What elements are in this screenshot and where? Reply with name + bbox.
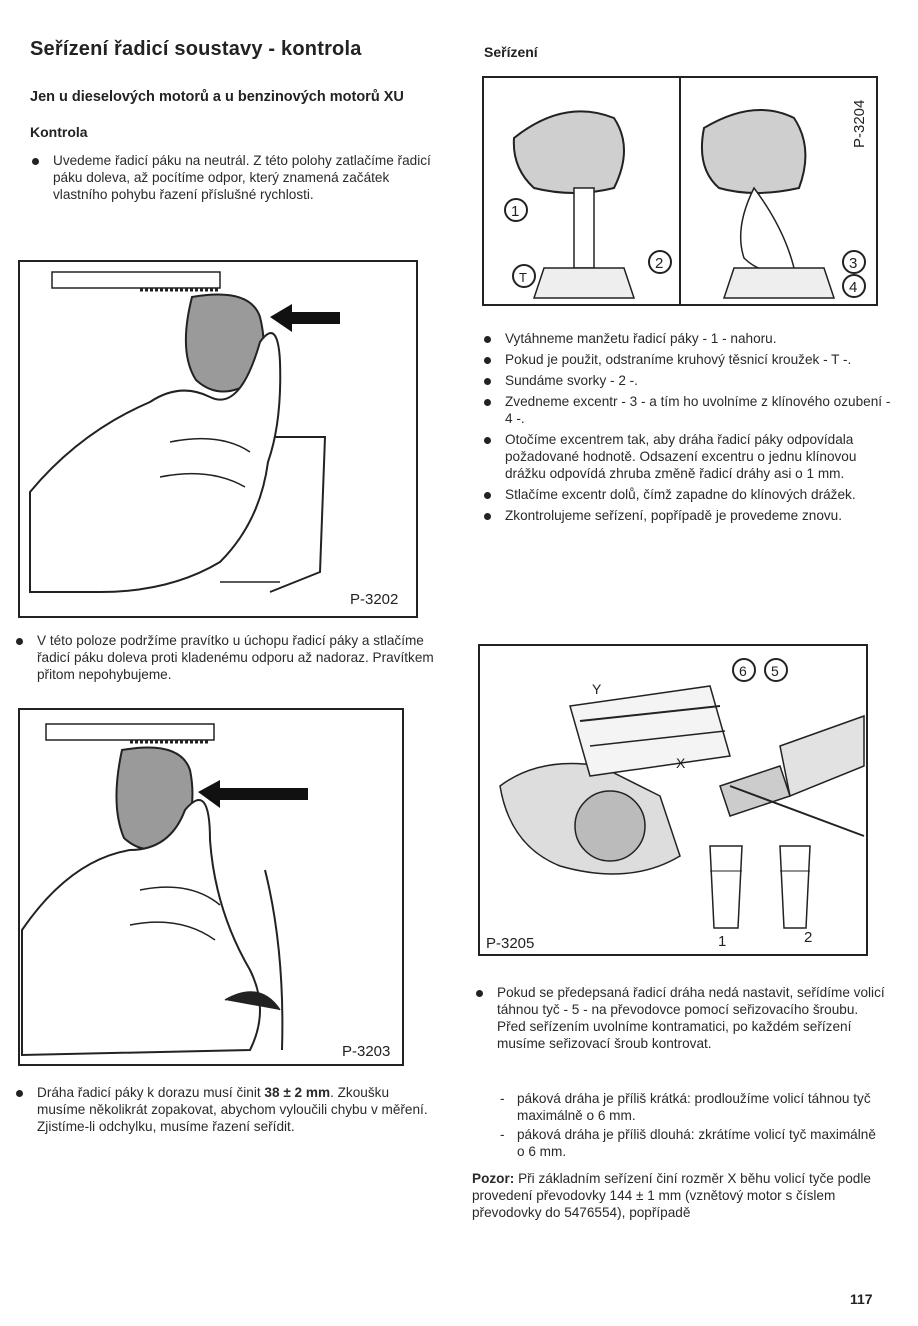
- subtitle: Jen u dieselových motorů a u benzinových motorů XU: [30, 89, 404, 105]
- kontrola-list-3: [14, 1084, 434, 1135]
- dimension-x: X: [676, 755, 686, 771]
- travel-value: 38 ± 2 mm: [264, 1085, 331, 1100]
- serizeni-item-1: Vytáhneme manžetu řadicí páky - 1 - nahoru.: [482, 330, 894, 347]
- figure-p3204: [482, 76, 878, 306]
- serizeni-item-3: Sundáme svorky - 2 -.: [482, 372, 894, 389]
- serizeni-item-4: Zvedneme excentr - 3 - a tím ho uvolníme z klínového ozubení - 4 -.: [482, 393, 894, 427]
- callout-4: 4: [849, 279, 858, 296]
- illustration-hand-ruler-1: [20, 262, 416, 616]
- page-title: Seřízení řadicí soustavy - kontrola: [30, 38, 362, 60]
- serizeni-item-7: Zkontrolujeme seřízení, popřípadě je provedeme znovu.: [482, 507, 894, 524]
- callout-2: 2: [655, 255, 664, 272]
- figure-label-p3204: P-3204: [851, 99, 868, 148]
- figure-p3203: [18, 708, 404, 1066]
- note-paragraph: [472, 1170, 882, 1221]
- section-kontrola-title: Kontrola: [30, 124, 88, 140]
- callout-rod-1: 1: [718, 933, 727, 950]
- serizeni-list-2: [474, 984, 886, 1052]
- section-serizeni-title: Seřízení: [484, 44, 538, 60]
- callout-rod-2: 2: [804, 929, 813, 946]
- callout-3: 3: [849, 255, 858, 272]
- callout-T: T: [519, 270, 527, 285]
- kontrola-list-2: [14, 632, 434, 683]
- callout-6: 6: [739, 663, 747, 679]
- figure-label-p3205: P-3205: [486, 935, 535, 952]
- dimension-y: Y: [592, 681, 602, 697]
- kontrola-item-2: V této poloze podržíme pravítko u úchopu řadicí páky a stlačíme řadicí páku doleva proti kladenému odporu až nadoraz. Pravítkem přitom nepohybujeme.: [14, 632, 434, 683]
- travel-text-1: Dráha řadicí páky k dorazu musí činit: [37, 1085, 265, 1100]
- kontrola-item-3: [14, 1084, 434, 1135]
- figure-p3205: [478, 644, 868, 956]
- note-text: Při základním seřízení činí rozměr X běhu volicí tyče podle provedení převodovky 144 ± 1 mm (vznětový motor s číslem převodovky do 5476554), popřípadě: [472, 1171, 871, 1220]
- figure-label-p3203: P-3203: [342, 1043, 391, 1060]
- dash-list: [474, 1090, 886, 1160]
- illustration-hand-ruler-2: [20, 710, 402, 1064]
- note-label: Pozor:: [472, 1171, 515, 1186]
- serizeni-item-8: Pokud se předepsaná řadicí dráha nedá nastavit, seřídíme volicí táhnou tyč - 5 - na převodovce pomocí seřizovacího šroubu. Před seřízením uvolníme kontramatici, po každém seřízení musíme seřizovací šroub kontrovat.: [474, 984, 886, 1052]
- figure-p3202: [18, 260, 418, 618]
- dash-item-1: - páková dráha je příliš krátká: prodloužíme volicí táhnou tyč maximálně o 6 mm.: [474, 1090, 886, 1124]
- travel-text-2: . Zkoušku musíme několikrát zopakovat, abychom vyloučili chybu v měření. Zjistíme-li odchylku, musíme řazení seřídit.: [37, 1085, 428, 1134]
- callout-1: 1: [511, 203, 520, 220]
- serizeni-item-2: Pokud je použit, odstraníme kruhový těsnicí kroužek - T -.: [482, 351, 894, 368]
- serizeni-item-6: Stlačíme excentr dolů, čímž zapadne do klínových drážek.: [482, 486, 894, 503]
- page-number: 117: [850, 1291, 873, 1307]
- kontrola-item-1: Uvedeme řadicí páku na neutrál. Z této polohy zatlačíme řadicí páku doleva, až pocítíme odpor, který znamená začátek vlastního pohybu řazení příslušné rychlosti.: [30, 152, 440, 203]
- serizeni-item-5: Otočíme excentrem tak, aby dráha řadicí páky odpovídala požadované hodnotě. Odsazení excentru o jednu klínovou drážku odpovídá zhruba změně řadicí dráhy asi o 1 mm.: [482, 431, 894, 482]
- left-column: [30, 38, 440, 203]
- dash-item-2: - páková dráha je příliš dlouhá: zkrátíme volicí tyč maximálně o 6 mm.: [474, 1126, 886, 1160]
- serizeni-list: [482, 330, 894, 524]
- illustration-gearbox-linkage: [480, 646, 866, 954]
- illustration-boot-clamp: [484, 78, 876, 304]
- figure-label-p3202: P-3202: [350, 591, 399, 608]
- callout-5: 5: [771, 663, 779, 679]
- kontrola-list-1: [30, 152, 440, 203]
